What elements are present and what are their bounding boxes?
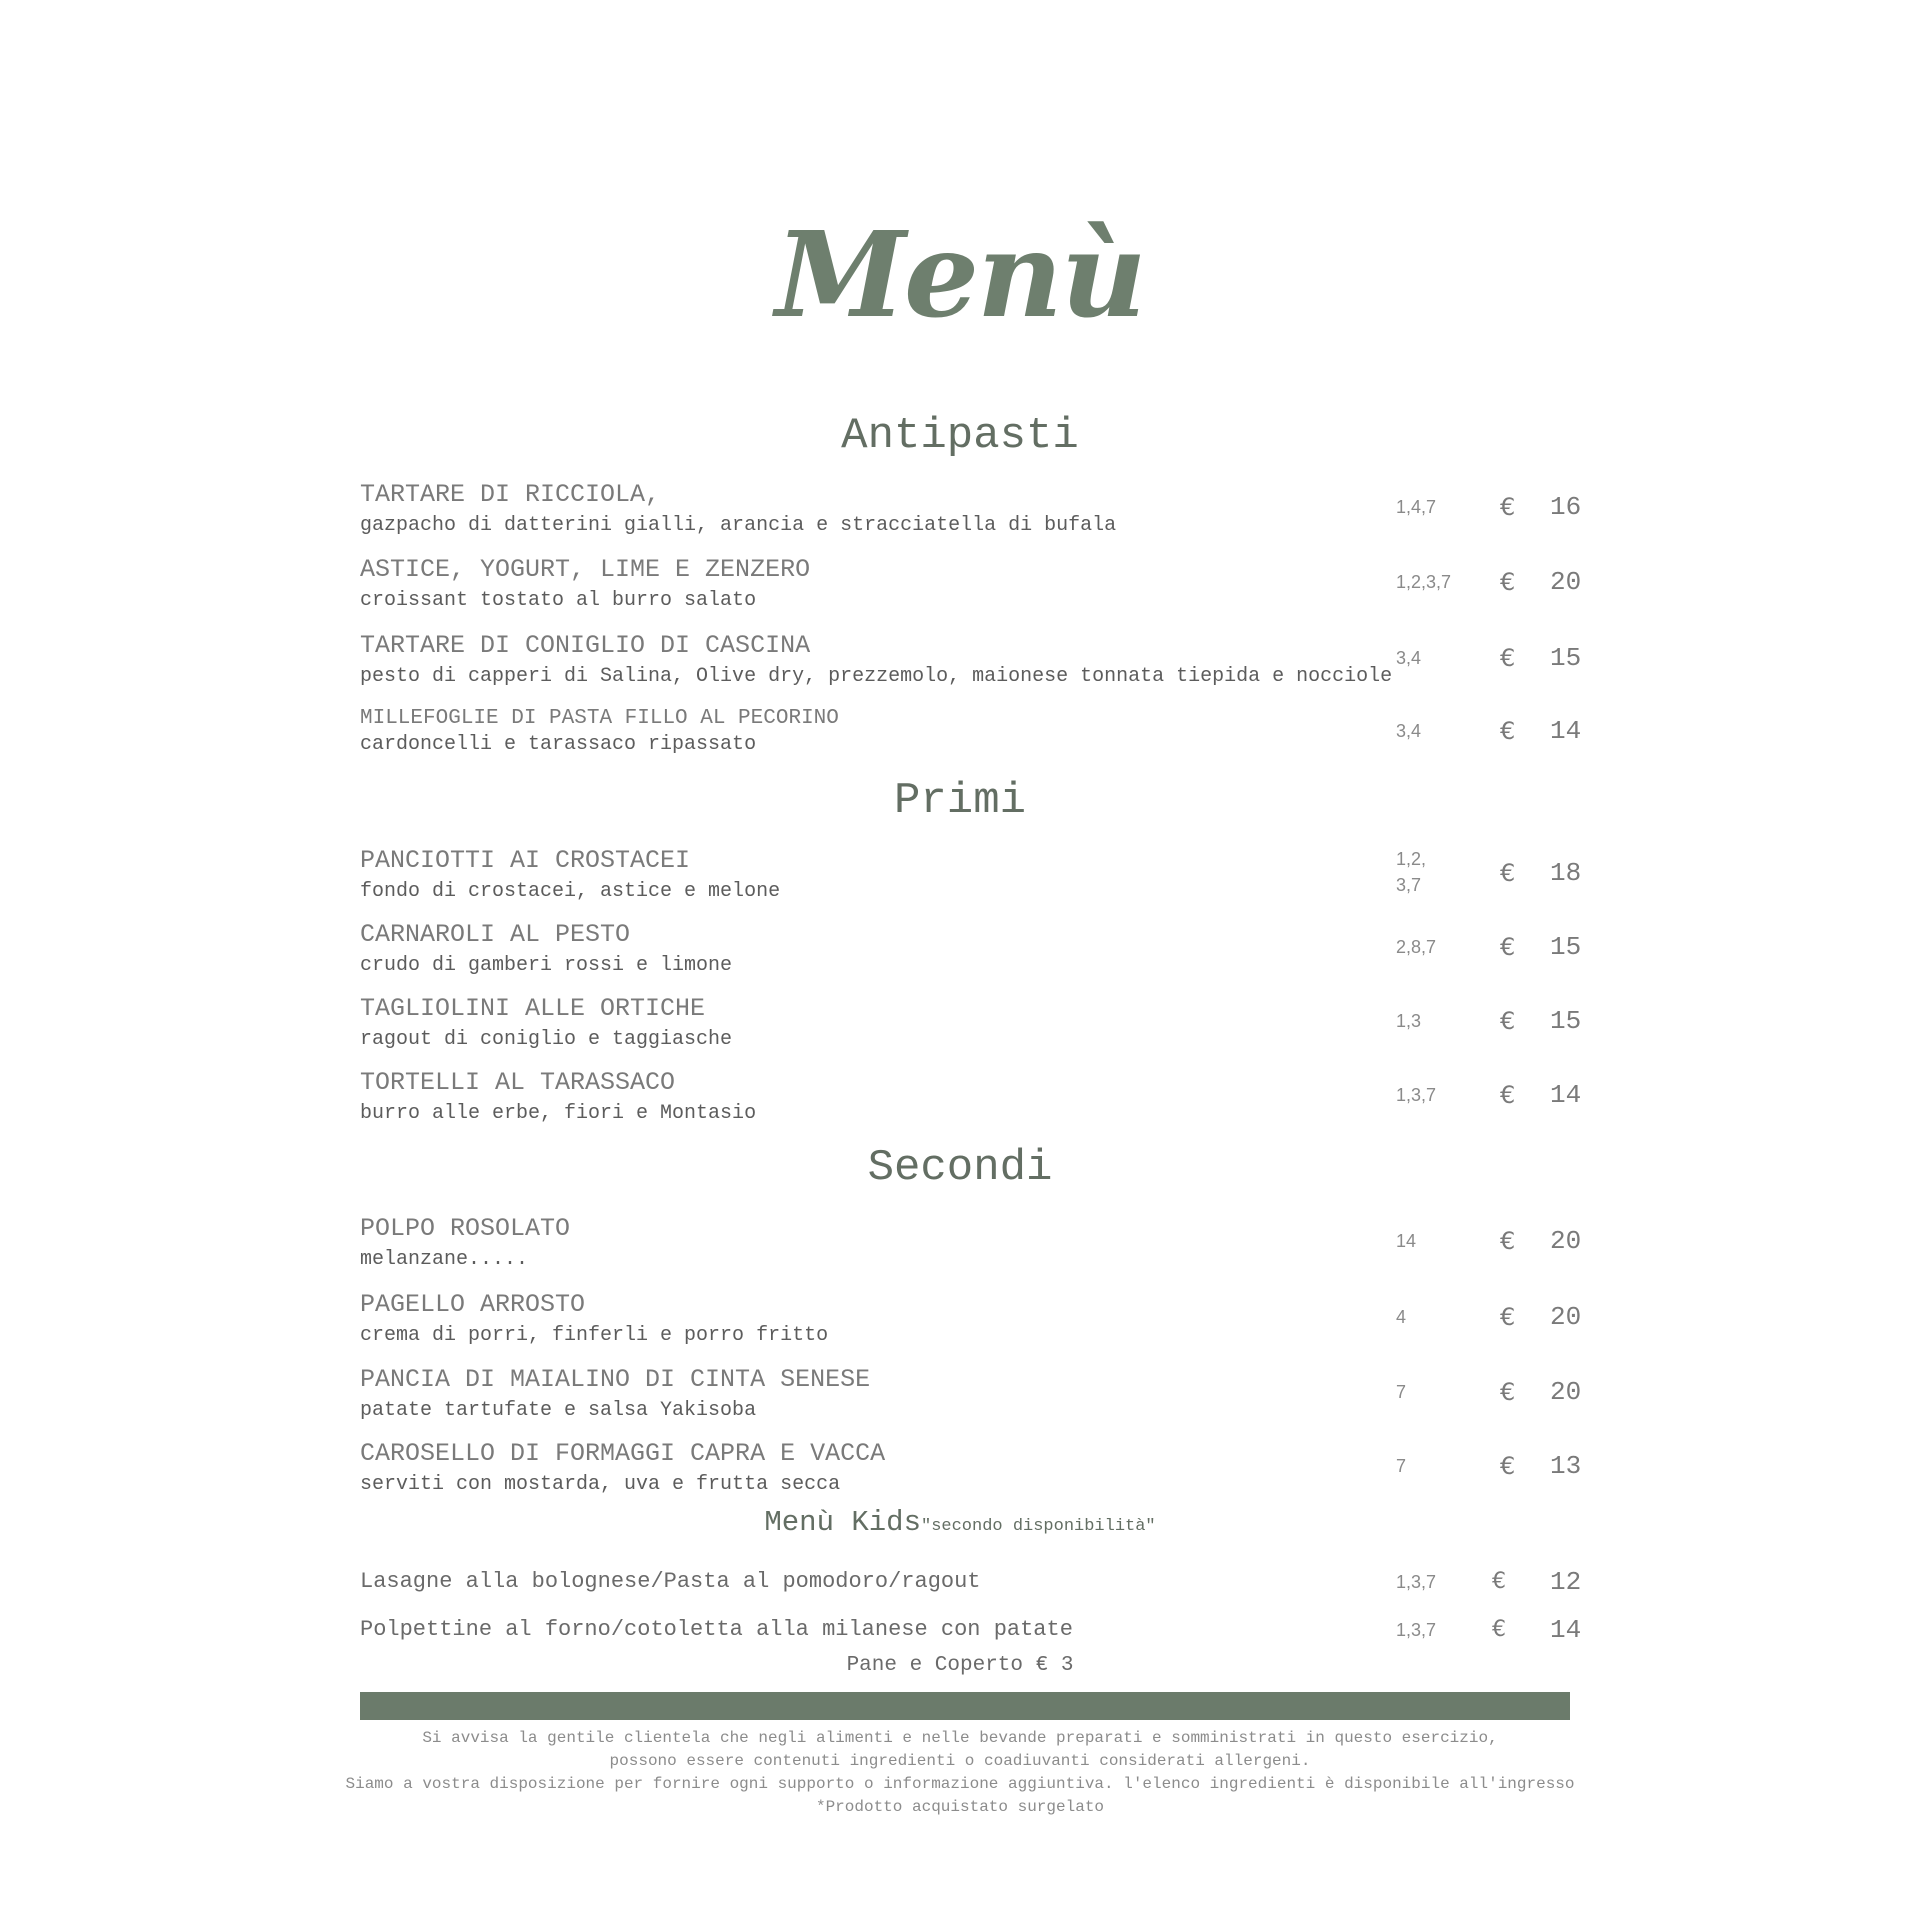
menu-item [360,704,1580,768]
item-description: gazpacho di datterini gialli, arancia e stracciatella di bufala [360,514,1117,537]
euro-sign: € [1500,1303,1516,1331]
euro-sign: € [1500,933,1516,961]
euro-sign: € [1492,1617,1506,1642]
euro-sign: € [1500,1081,1516,1109]
item-name: CARNAROLI AL PESTO [360,920,631,949]
kids-availability-note: "secondo disponibilità" [921,1517,1156,1536]
menu-item [360,1214,1580,1278]
item-price: 20 [1550,1302,1582,1332]
euro-sign: € [1500,644,1516,672]
divider-bar [360,1692,1570,1720]
item-price: 15 [1550,643,1582,673]
euro-sign: € [1500,1227,1516,1255]
item-price: 12 [1550,1567,1582,1597]
item-allergens: 14 [1396,1231,1417,1251]
item-allergens: 1,3,7 [1396,1085,1437,1105]
item-price: 14 [1550,1615,1582,1645]
item-name: PANCIOTTI AI CROSTACEI [360,846,691,875]
item-name: TARTARE DI CONIGLIO DI CASCINA [360,631,811,660]
item-description: patate tartufate e salsa Yakisoba [360,1399,757,1422]
item-description: ragout di coniglio e taggiasche [360,1028,733,1051]
kids-heading [0,1506,1920,1539]
menu-item [360,1290,1580,1354]
item-name: PAGELLO ARROSTO [360,1290,586,1319]
item-description: cardoncelli e tarassaco ripassato [360,733,757,756]
menu-item [360,846,1580,910]
item-description: burro alle erbe, fiori e Montasio [360,1102,757,1125]
disclaimer-line: Siamo a vostra disposizione per fornire ogni supporto o informazione aggiuntiva. l'elenco ingredienti è disponibile all'ingresso [345,1775,1575,1793]
kids-item-name: Lasagne alla bolognese/Pasta al pomodoro/ragout [360,1569,981,1594]
item-description: fondo di crostacei, astice e melone [360,880,781,903]
menu-item [360,1068,1580,1132]
item-description: crema di porri, finferli e porro fritto [360,1324,829,1347]
euro-sign: € [1500,1378,1516,1406]
item-price: 20 [1550,1226,1582,1256]
item-price: 18 [1550,858,1582,888]
item-name: TAGLIOLINI ALLE ORTICHE [360,994,706,1023]
menu-item [360,994,1580,1058]
menu-item [360,1439,1580,1503]
section-heading-antipasti: Antipasti [841,411,1079,461]
item-price: 14 [1550,716,1582,746]
menu-title: Menù [775,205,1145,344]
euro-sign: € [1500,568,1516,596]
item-price: 15 [1550,1006,1582,1036]
euro-sign: € [1500,859,1516,887]
allergen-disclaimer [0,1727,1920,1819]
kids-menu-item [360,1565,1580,1601]
disclaimer-line: Si avvisa la gentile clientela che negli alimenti e nelle bevande preparati e somministrati in questo esercizio, [422,1729,1498,1747]
item-allergens: 4 [1396,1307,1407,1327]
menu-item [360,1365,1580,1429]
item-allergens: 7 [1396,1382,1407,1402]
menu-item [360,555,1580,619]
item-allergens: 1,2, 3,7 [1396,849,1427,895]
kids-item-name: Polpettine al forno/cotoletta alla milanese con patate [360,1617,1073,1642]
item-name: POLPO ROSOLATO [360,1214,571,1243]
item-allergens: 7 [1396,1456,1407,1476]
disclaimer-line: possono essere contenuti ingredienti o coadiuvanti considerati allergeni. [609,1752,1311,1770]
menu-item [360,480,1580,544]
item-price: 13 [1550,1451,1582,1481]
euro-sign: € [1492,1569,1506,1594]
item-allergens: 1,4,7 [1396,497,1437,517]
item-name: TORTELLI AL TARASSACO [360,1068,676,1097]
item-allergens: 2,8,7 [1396,937,1437,957]
item-description: croissant tostato al burro salato [360,589,757,612]
item-description: pesto di capperi di Salina, Olive dry, prezzemolo, maionese tonnata tiepida e nocciole [360,665,1393,688]
item-name: ASTICE, YOGURT, LIME E ZENZERO [360,555,811,584]
euro-sign: € [1500,717,1516,745]
section-heading-secondi: Secondi [867,1143,1053,1193]
item-name: MILLEFOGLIE DI PASTA FILLO AL PECORINO [360,707,839,730]
item-price: 20 [1550,567,1582,597]
euro-sign: € [1500,1452,1516,1480]
item-price: 16 [1550,492,1582,522]
euro-sign: € [1500,493,1516,521]
item-price: 20 [1550,1377,1582,1407]
kids-menu-item [360,1613,1580,1649]
item-allergens: 1,3,7 [1396,1572,1437,1592]
euro-sign: € [1500,1007,1516,1035]
item-description: melanzane..... [360,1248,529,1271]
item-name: CAROSELLO DI FORMAGGI CAPRA E VACCA [360,1439,886,1468]
item-allergens: 1,3 [1396,1011,1422,1031]
item-price: 14 [1550,1080,1582,1110]
kids-title: Menù Kids [764,1506,921,1539]
item-allergens: 3,4 [1396,648,1422,668]
item-description: crudo di gamberi rossi e limone [360,954,733,977]
cover-charge: Pane e Coperto € 3 [846,1654,1074,1677]
section-heading-primi: Primi [893,776,1027,826]
item-allergens: 1,3,7 [1396,1620,1437,1640]
item-name: TARTARE DI RICCIOLA, [360,480,661,509]
item-allergens: 3,4 [1396,721,1422,741]
item-allergens: 1,2,3,7 [1396,572,1452,592]
item-name: PANCIA DI MAIALINO DI CINTA SENESE [360,1365,871,1394]
disclaimer-line: *Prodotto acquistato surgelato [815,1798,1105,1816]
item-price: 15 [1550,932,1582,962]
menu-item [360,920,1580,984]
item-description: serviti con mostarda, uva e frutta secca [360,1473,841,1496]
menu-item [360,631,1580,695]
